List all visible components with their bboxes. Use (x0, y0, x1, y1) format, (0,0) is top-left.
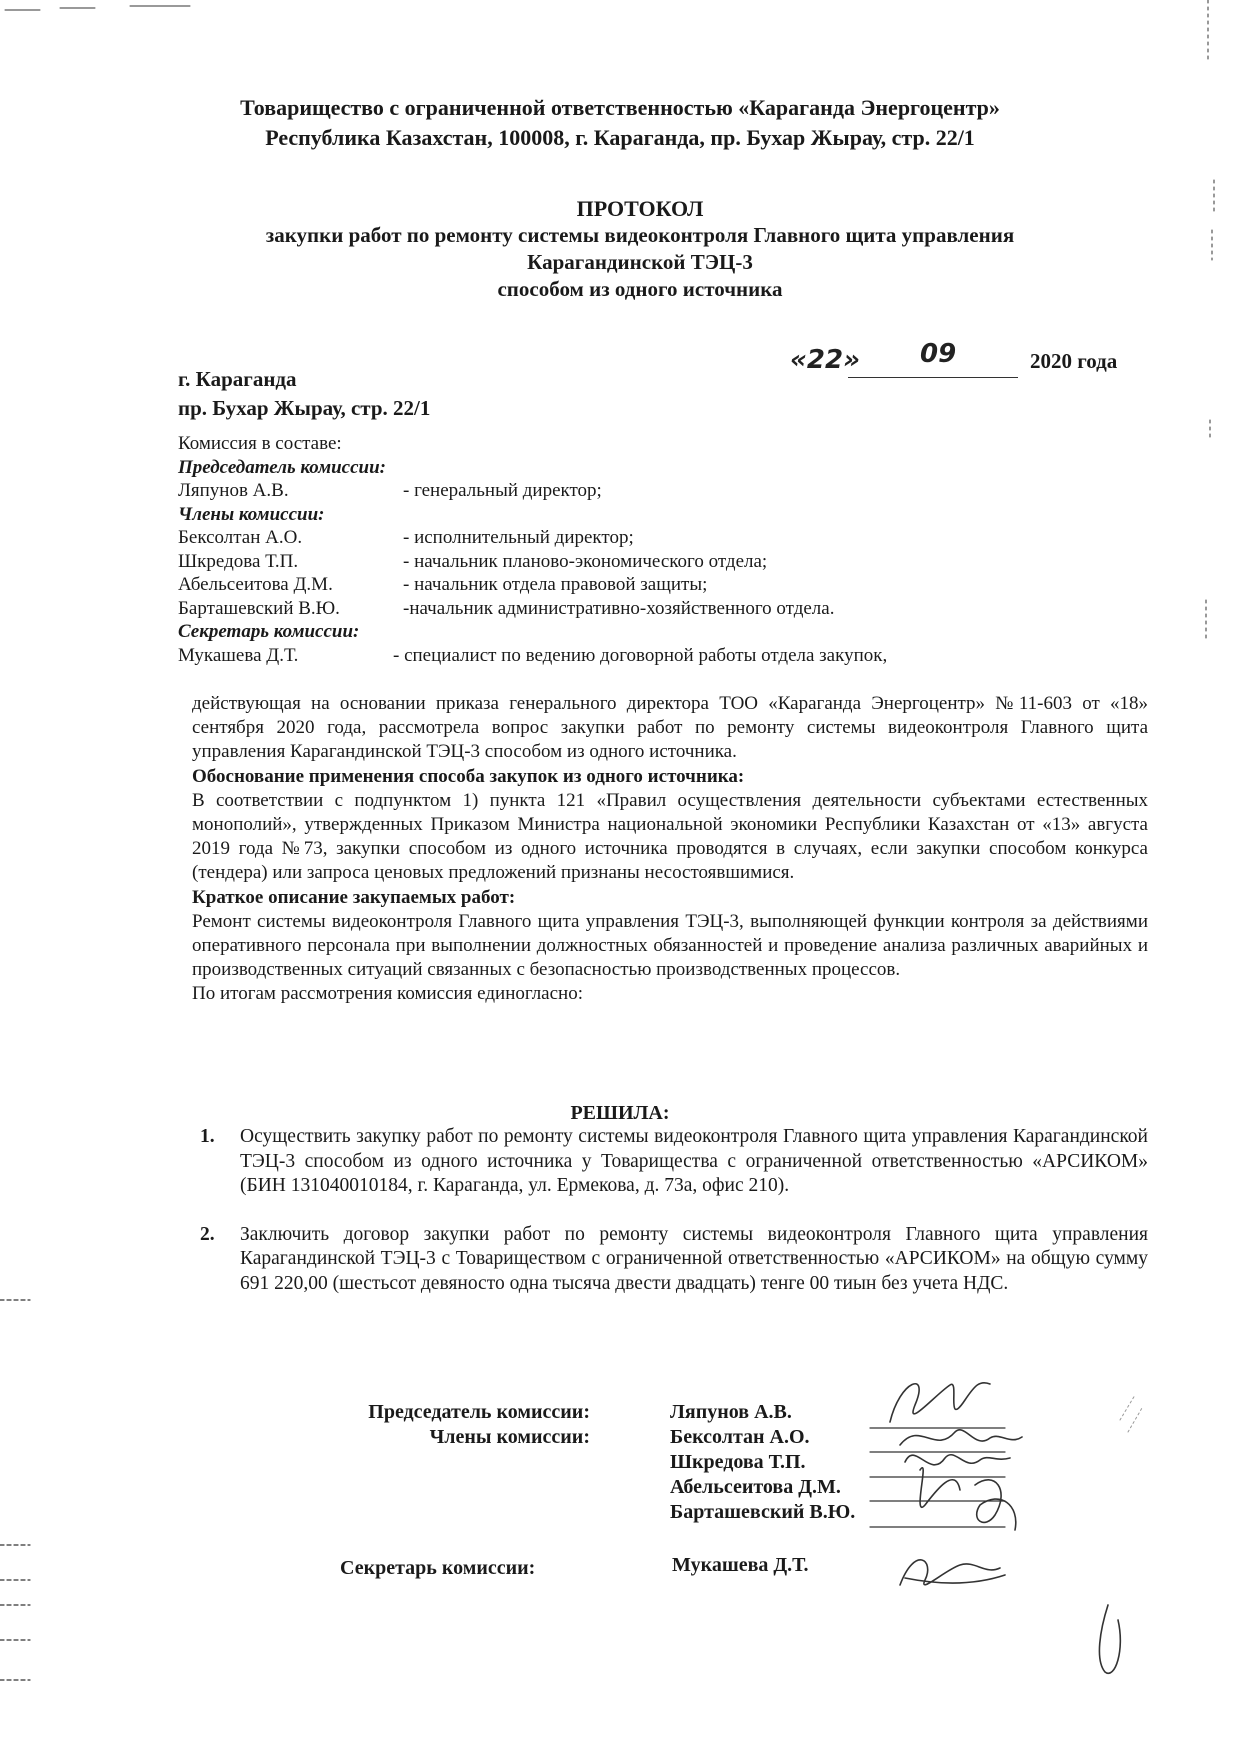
chair-label: Председатель комиссии: (178, 456, 386, 478)
secretary-signature-name: Мукашева Д.Т. (672, 1554, 809, 1576)
date-year: 2020 года (1030, 349, 1118, 373)
member-name: Шкредова Т.П. (178, 550, 299, 572)
scan-edge-mark (0, 1300, 30, 1680)
signature-secretary (900, 1560, 1005, 1585)
document-subtitle-line2: Карагандинской ТЭЦ-3 (527, 250, 753, 274)
decision-number: 2. (200, 1223, 215, 1245)
decision-title: РЕШИЛА: (570, 1102, 670, 1124)
date-day: «22» (790, 345, 860, 375)
decision-text: Заключить договор закупки работ по ремонту системы видеоконтроля Главного щита управления Карагандинской ТЭЦ-3 с Товариществом с ограниченной ответственностью «АРСИКОМ» на общую сумму 691 220,00 (шестьсот девяносто одна тысяча двести двадцать) тенге 00 тиын без учета НДС. (240, 1223, 1148, 1294)
signature-name: Абельсеитова Д.М. (670, 1476, 841, 1498)
scan-edge-mark (5, 6, 190, 10)
signature-role: Члены комиссии: (429, 1426, 590, 1448)
date-month: 09 (920, 339, 957, 369)
signature-name: Барташевский В.Ю. (670, 1501, 856, 1523)
scan-edge-mark (1206, 0, 1214, 640)
organization-address: Республика Казахстан, 100008, г. Караганда, пр. Бухар Жырау, стр. 22/1 (265, 125, 975, 150)
member-name: Абельсеитова Д.М. (178, 574, 333, 595)
member-name: Барташевский В.Ю. (178, 597, 340, 619)
members-label: Члены комиссии: (178, 503, 325, 525)
member-role: - начальник отдела правовой защиты; (403, 574, 708, 595)
signature-member-4 (975, 1480, 1016, 1530)
secretary-label: Секретарь комиссии: (178, 621, 360, 642)
member-role: - начальник планово-экономического отдела; (403, 550, 768, 572)
description-paragraph: Ремонт системы видеоконтроля Главного щита управления ТЭЦ-3, выполняющей функции контроля за действиями оперативного персонала при выполнении должностных обязанностей и проведение анализа различных аварийных и производственных ситуаций связанных с безопасностью производственных процессов. (192, 910, 1148, 981)
document-subtitle-line3: способом из одного источника (497, 277, 783, 301)
member-role: - исполнительный директор; (403, 527, 634, 548)
stray-mark (1099, 1605, 1120, 1673)
signature-name: Шкредова Т.П. (670, 1451, 806, 1473)
stray-mark (1120, 1395, 1142, 1432)
organization-name: Товарищество с ограниченной ответственностью «Караганда Энергоцентр» (240, 95, 1000, 120)
signature-chair (890, 1383, 990, 1422)
justification-paragraph: В соответствии с подпунктом 1) пункта 121 «Правил осуществления деятельности субъектами естественных монополий», утвержденных Приказом Министра национальной экономики Республики Казахстан от «13» августа 2019 года №73, закупки способом из одного источника проводятся в случаях, если закупки способом конкурса (тендера) или запроса ценовых предложений признаны несостоявшимися. (192, 789, 1148, 884)
member-name: Ляпунов А.В. (178, 480, 289, 501)
member-role: - генеральный директор; (403, 480, 602, 501)
decision-text: Осуществить закупку работ по ремонту системы видеоконтроля Главного щита управления Карагандинской ТЭЦ-3 способом из одного источника у Товарищества с ограниченной ответственностью «АРСИКОМ» (БИН 131040010184, г. Караганда, ул. Ермекова, д. 73а, офис 210). (240, 1126, 1148, 1196)
commission-intro: Комиссия в составе: (178, 433, 342, 454)
signature-role: Председатель комиссии: (368, 1401, 590, 1423)
member-role: -начальник административно-хозяйственного отдела. (403, 597, 835, 619)
description-heading: Краткое описание закупаемых работ: (192, 886, 516, 908)
member-name: Мукашева Д.Т. (178, 644, 299, 666)
city: г. Караганда (178, 367, 297, 391)
document-subtitle-line1: закупки работ по ремонту системы видеоконтроля Главного щита управления (265, 223, 1015, 247)
signature-name: Ляпунов А.В. (670, 1401, 792, 1423)
intro-paragraph: действующая на основании приказа генерального директора ТОО «Караганда Энергоцентр» №11-603 от «18» сентября 2020 года, рассмотрела вопрос закупки работ по ремонту системы видеоконтроля Главного щита управления Карагандинской ТЭЦ-3 способом из одного источника. (192, 693, 1148, 763)
address: пр. Бухар Жырау, стр. 22/1 (178, 396, 431, 420)
signature-member-1 (900, 1430, 1022, 1445)
document-title: ПРОТОКОЛ (576, 196, 704, 221)
secretary-signature-label: Секретарь комиссии: (340, 1557, 536, 1579)
member-name: Бексолтан А.О. (178, 527, 303, 548)
signature-member-2 (905, 1455, 1010, 1465)
conclusion-line: По итогам рассмотрения комиссия единогласно: (192, 983, 583, 1005)
signature-name: Бексолтан А.О. (670, 1426, 810, 1448)
justification-heading: Обоснование применения способа закупок из одного источника: (192, 765, 745, 787)
decision-number: 1. (200, 1126, 215, 1147)
member-role: - специалист по ведению договорной работы отдела закупок, (393, 644, 888, 666)
